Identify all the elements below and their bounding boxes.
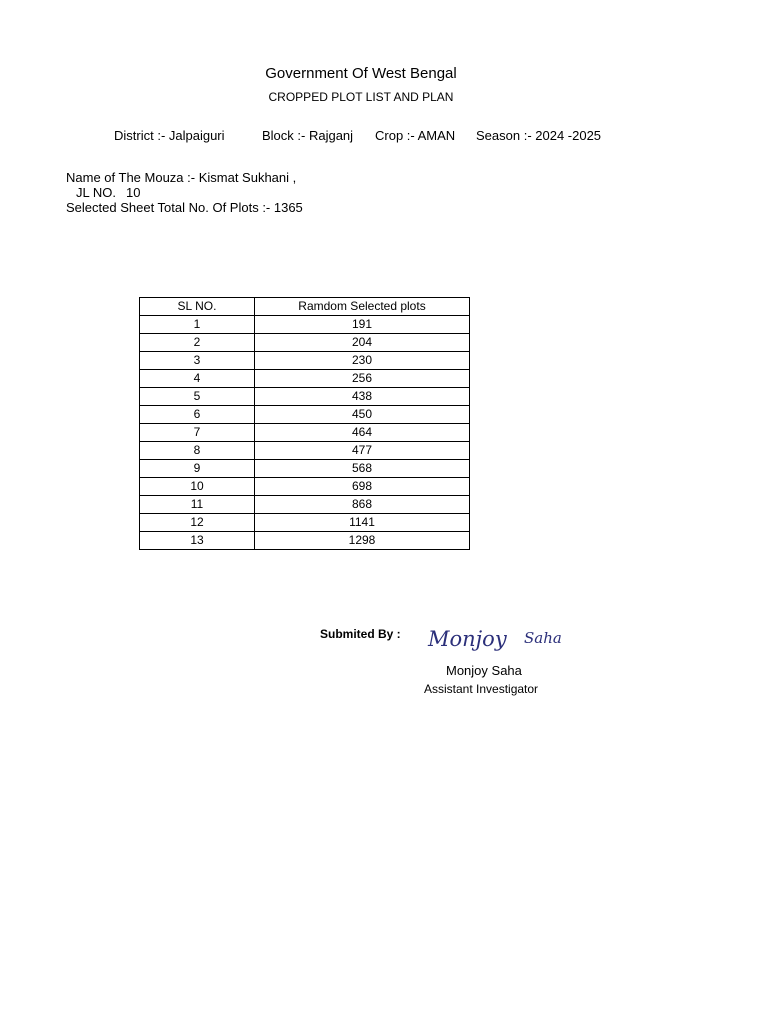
table-row bbox=[140, 352, 470, 370]
cell-sl-no: 2 bbox=[140, 334, 255, 352]
cell-sl-no: 10 bbox=[140, 478, 255, 496]
district-label: District :- Jalpaiguri bbox=[114, 128, 225, 143]
submitted-by-label: Submited By : bbox=[320, 627, 401, 641]
cell-sl-no: 3 bbox=[140, 352, 255, 370]
table-row bbox=[140, 316, 470, 334]
table-row bbox=[140, 406, 470, 424]
cell-sl-no: 11 bbox=[140, 496, 255, 514]
signature-first: Monjoy bbox=[428, 627, 507, 651]
cell-plot-number: 1141 bbox=[255, 514, 470, 532]
signer-name: Monjoy Saha bbox=[446, 663, 522, 678]
cell-plot-number: 191 bbox=[255, 316, 470, 334]
signature-last: Saha bbox=[524, 629, 562, 647]
table-row bbox=[140, 460, 470, 478]
cell-sl-no: 4 bbox=[140, 370, 255, 388]
total-plots: Selected Sheet Total No. Of Plots :- 1365 bbox=[66, 200, 303, 215]
cell-plot-number: 1298 bbox=[255, 532, 470, 550]
mouza-name: Name of The Mouza :- Kismat Sukhani , bbox=[66, 170, 297, 185]
header-sl-no: SL NO. bbox=[140, 298, 255, 316]
cell-sl-no: 12 bbox=[140, 514, 255, 532]
cell-plot-number: 464 bbox=[255, 424, 470, 442]
cell-plot-number: 256 bbox=[255, 370, 470, 388]
table-row bbox=[140, 370, 470, 388]
cell-sl-no: 9 bbox=[140, 460, 255, 478]
cell-plot-number: 204 bbox=[255, 334, 470, 352]
cell-sl-no: 6 bbox=[140, 406, 255, 424]
cell-plot-number: 568 bbox=[255, 460, 470, 478]
cell-sl-no: 13 bbox=[140, 532, 255, 550]
cell-plot-number: 477 bbox=[255, 442, 470, 460]
header-selected-plots: Ramdom Selected plots bbox=[255, 298, 470, 316]
jl-value: 10 bbox=[125, 185, 141, 200]
signature-image bbox=[426, 618, 576, 658]
jl-number bbox=[76, 185, 140, 200]
block-label: Block :- Rajganj bbox=[262, 128, 354, 143]
table-header-row bbox=[140, 298, 470, 316]
table-row bbox=[140, 514, 470, 532]
cell-sl-no: 1 bbox=[140, 316, 255, 334]
cell-sl-no: 7 bbox=[140, 424, 255, 442]
cell-plot-number: 438 bbox=[255, 388, 470, 406]
season-label: Season :- 2024 -2025 bbox=[476, 128, 602, 143]
document-title: Government Of West Bengal bbox=[265, 65, 457, 82]
cell-sl-no: 5 bbox=[140, 388, 255, 406]
document-subtitle: CROPPED PLOT LIST AND PLAN bbox=[268, 90, 454, 104]
table-row bbox=[140, 532, 470, 550]
plots-table-body bbox=[140, 316, 470, 550]
jl-label: JL NO. bbox=[76, 185, 116, 200]
cell-sl-no: 8 bbox=[140, 442, 255, 460]
table-row bbox=[140, 478, 470, 496]
cell-plot-number: 868 bbox=[255, 496, 470, 514]
table-row bbox=[140, 388, 470, 406]
cell-plot-number: 450 bbox=[255, 406, 470, 424]
table-row bbox=[140, 424, 470, 442]
table-row bbox=[140, 334, 470, 352]
crop-label: Crop :- AMAN bbox=[375, 128, 456, 143]
cell-plot-number: 230 bbox=[255, 352, 470, 370]
cell-plot-number: 698 bbox=[255, 478, 470, 496]
table-row bbox=[140, 496, 470, 514]
signer-title: Assistant Investigator bbox=[424, 682, 539, 696]
plots-table bbox=[139, 297, 470, 550]
table-row bbox=[140, 442, 470, 460]
